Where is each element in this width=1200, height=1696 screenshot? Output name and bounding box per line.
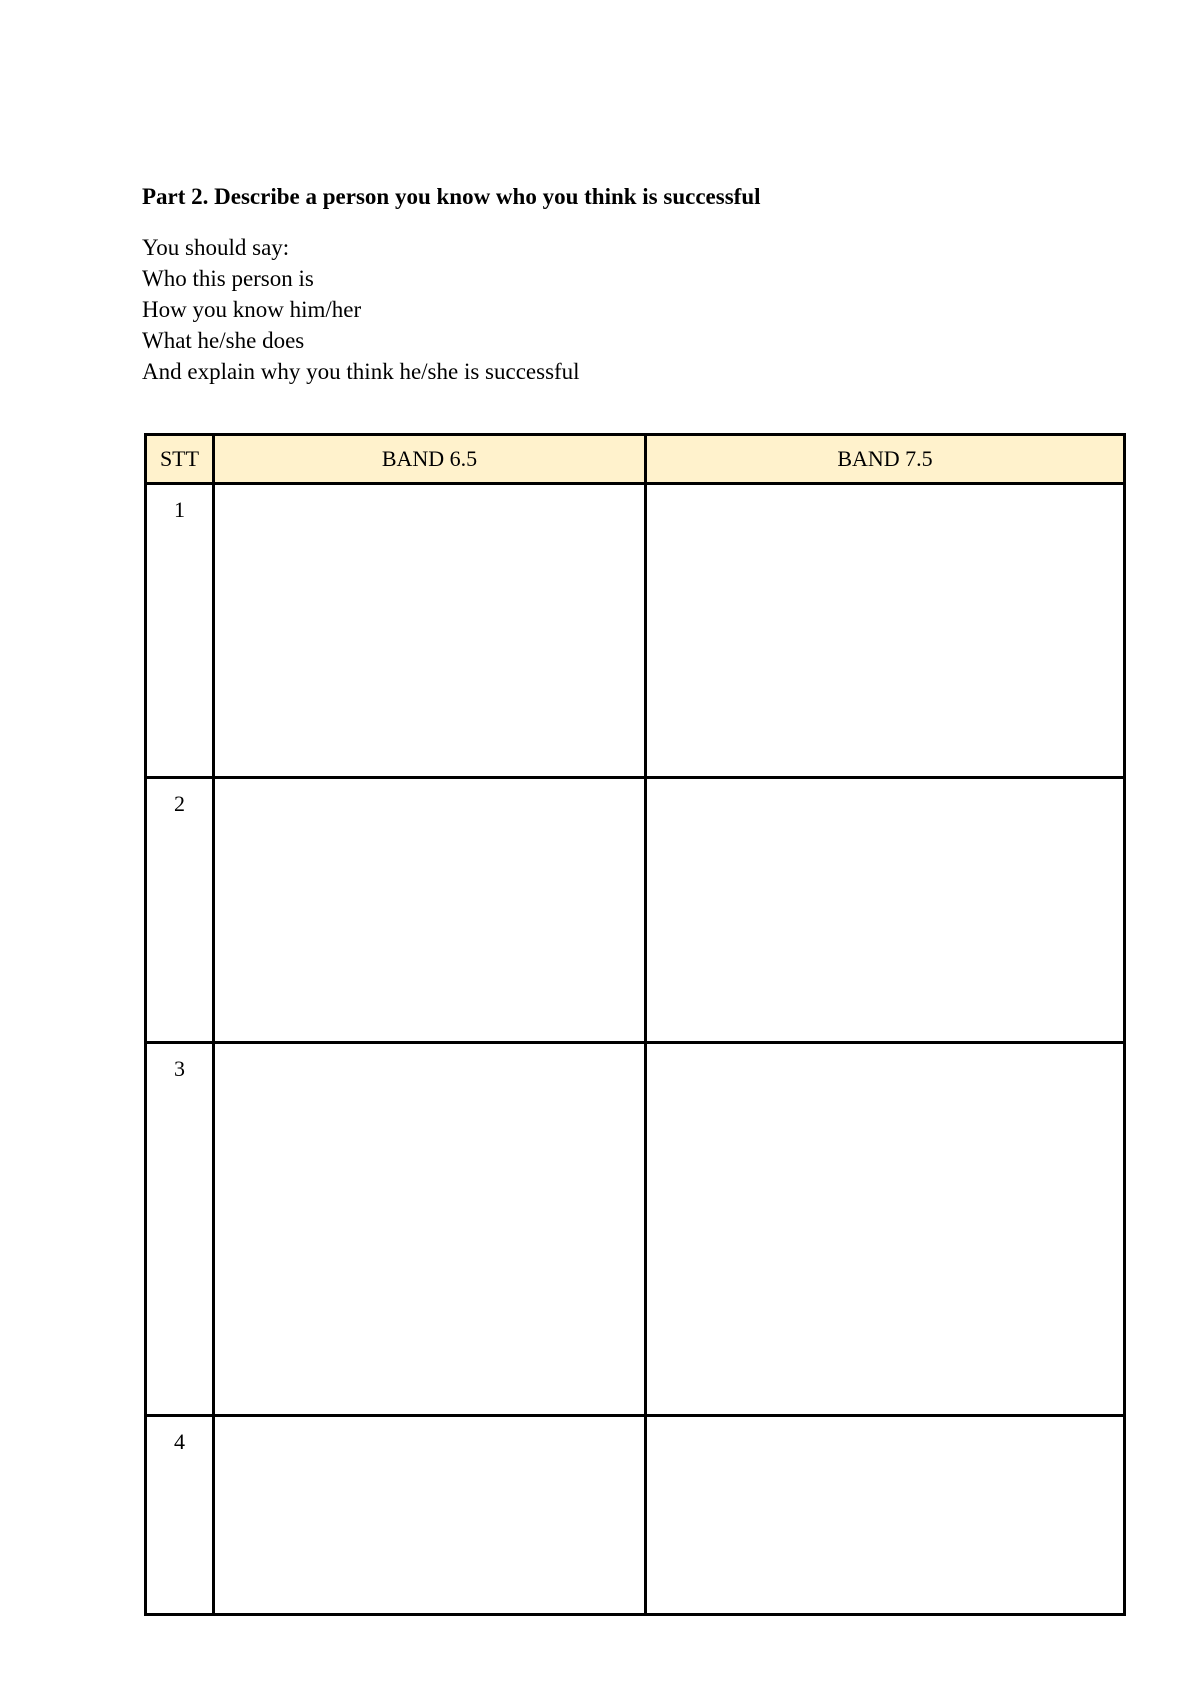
header-band-6-5: BAND 6.5 <box>214 435 646 484</box>
band-6-5-cell <box>214 778 646 1043</box>
table-row <box>146 1416 1125 1615</box>
prompt-line: What he/she does <box>142 328 305 353</box>
table-header-row <box>146 435 1125 484</box>
row-number: 4 <box>146 1416 214 1615</box>
page-title: Part 2. Describe a person you know who you think is successful <box>142 184 761 209</box>
table-row <box>146 484 1125 778</box>
prompt-line: Who this person is <box>142 266 314 291</box>
row-number: 3 <box>146 1043 214 1416</box>
band-7-5-cell <box>646 484 1125 778</box>
prompt-line: And explain why you think he/she is successful <box>142 359 580 384</box>
row-number: 1 <box>146 484 214 778</box>
cue-card-prompt <box>142 232 580 387</box>
prompt-line: How you know him/her <box>142 297 362 322</box>
prompt-line: You should say: <box>142 235 290 260</box>
table-row <box>146 778 1125 1043</box>
band-7-5-cell <box>646 778 1125 1043</box>
band-6-5-cell <box>214 1043 646 1416</box>
header-band-7-5: BAND 7.5 <box>646 435 1125 484</box>
band-6-5-cell <box>214 484 646 778</box>
band-7-5-cell <box>646 1043 1125 1416</box>
band-6-5-cell <box>214 1416 646 1615</box>
row-number: 2 <box>146 778 214 1043</box>
band-7-5-cell <box>646 1416 1125 1615</box>
table-row <box>146 1043 1125 1416</box>
header-stt: STT <box>146 435 214 484</box>
answer-table <box>144 433 1126 1616</box>
